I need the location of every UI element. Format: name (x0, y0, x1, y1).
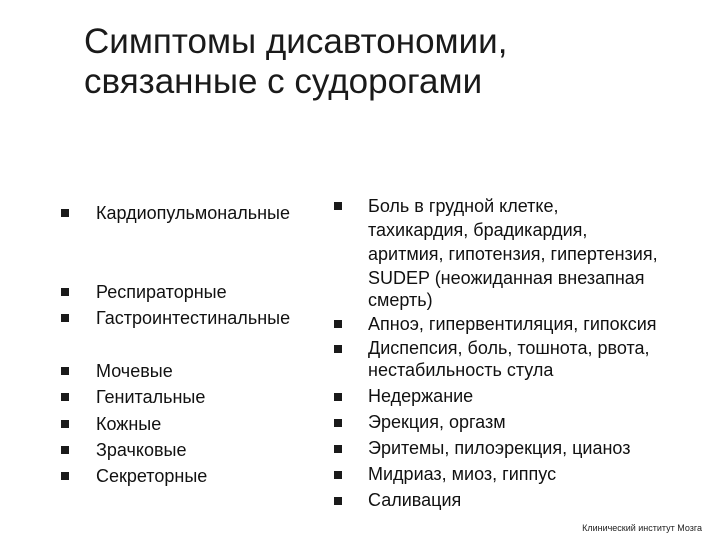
desc-cardio-line-5: смерть) (368, 290, 433, 310)
footer-institute: Клинический институт Мозга (582, 523, 702, 533)
title-line-1: Симптомы дисавтономии, (84, 22, 508, 61)
square-bullet-icon (61, 288, 69, 296)
square-bullet-icon (61, 446, 69, 454)
slide-title (84, 22, 507, 102)
desc-pupil: Мидриаз, миоз, гиппус (368, 464, 557, 484)
square-bullet-icon (334, 419, 342, 427)
square-bullet-icon (61, 314, 69, 322)
square-bullet-icon (334, 445, 342, 453)
desc-gastro-line-1: Диспепсия, боль, тошнота, рвота, (368, 338, 650, 358)
list-item-cardio: Кардиопульмональные (96, 203, 291, 223)
title-line-2: связанные с судорогами (84, 62, 483, 101)
desc-cardio-line-3: аритмия, гипотензия, гипертензия, (368, 244, 658, 264)
square-bullet-icon (334, 345, 342, 353)
desc-cardio-line-4: SUDEP (неожиданная внезапная (368, 268, 645, 288)
desc-cardio-line-2: тахикардия, брадикардия, (368, 220, 588, 240)
square-bullet-icon (61, 209, 69, 217)
desc-gastro-line-2: нестабильность стула (368, 360, 554, 380)
square-bullet-icon (61, 393, 69, 401)
square-bullet-icon (61, 420, 69, 428)
list-item-urinary: Мочевые (96, 361, 173, 381)
square-bullet-icon (334, 202, 342, 210)
desc-secretory: Саливация (368, 490, 462, 510)
list-item-skin: Кожные (96, 414, 162, 434)
square-bullet-icon (334, 497, 342, 505)
square-bullet-icon (334, 320, 342, 328)
square-bullet-icon (334, 471, 342, 479)
desc-urinary: Недержание (368, 386, 474, 406)
square-bullet-icon (61, 472, 69, 480)
list-item-secretory: Секреторные (96, 466, 208, 486)
square-bullet-icon (334, 393, 342, 401)
desc-skin: Эритемы, пилоэрекция, цианоз (368, 438, 631, 458)
desc-cardio-line-1: Боль в грудной клетке, (368, 196, 559, 216)
desc-genital: Эрекция, оргазм (368, 412, 506, 432)
desc-respiratory: Апноэ, гипервентиляция, гипоксия (368, 314, 657, 334)
list-item-genital: Генитальные (96, 387, 206, 407)
square-bullet-icon (61, 367, 69, 375)
list-item-gastro: Гастроинтестинальные (96, 308, 291, 328)
list-item-respiratory: Респираторные (96, 282, 227, 302)
list-item-pupil: Зрачковые (96, 440, 187, 460)
